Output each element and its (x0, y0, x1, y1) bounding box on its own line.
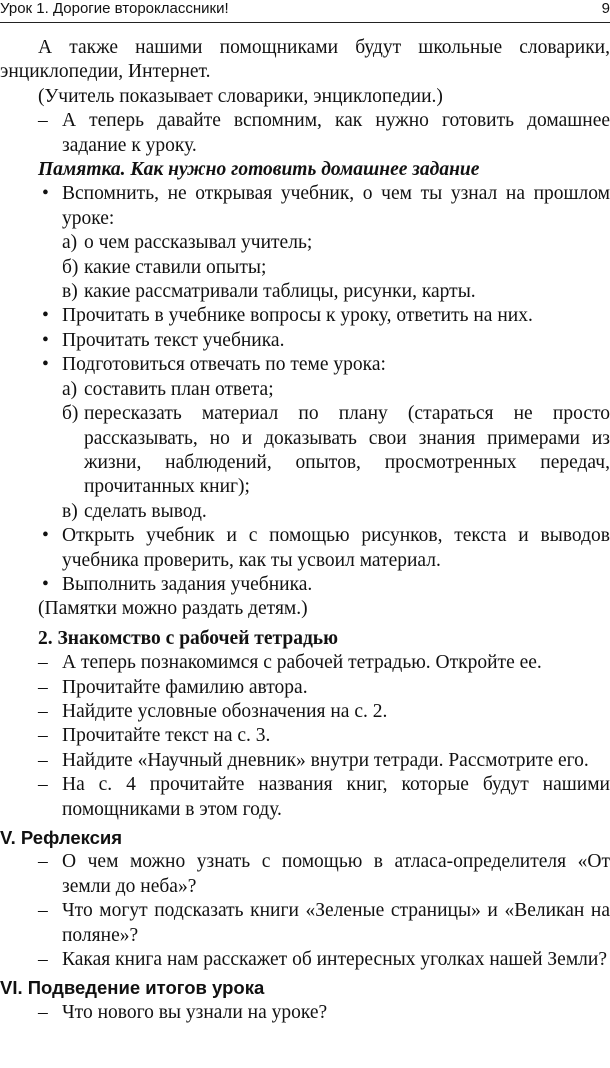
subitem-text: сделать вывод. (84, 500, 207, 522)
memo-title: Памятка. Как нужно готовить домашнее задание (38, 159, 480, 181)
subitem-text: какие ставили опыты; (84, 256, 267, 278)
memo-subitem (0, 402, 610, 500)
workbook-line-text: Прочитайте текст на с. 3. (62, 725, 271, 747)
memo-note: (Памятки можно раздать детям.) (38, 598, 308, 620)
summary-heading: VI. Подведение итогов урока (0, 977, 265, 999)
dash-mark: – (38, 851, 48, 873)
bullet-mark: • (42, 525, 49, 547)
homework-question (0, 109, 610, 158)
reflection-line-text: Какая книга нам расскажет об интересных уголках нашей Земли? (62, 949, 607, 971)
memo-subitem (0, 231, 610, 255)
dash-mark: – (38, 110, 48, 132)
memo-item-text: Выполнить задания учебника. (62, 573, 313, 595)
bullet-mark: • (42, 354, 49, 376)
workbook-line (0, 700, 610, 724)
dash-mark: – (38, 725, 48, 747)
dash-mark: – (38, 949, 48, 971)
dash-mark: – (38, 676, 48, 698)
memo-subitem (0, 500, 610, 524)
workbook-line (0, 676, 610, 700)
reflection-line-text: Что могут подсказать книги «Зеленые страницы» и «Великан на поляне»? (62, 900, 610, 946)
memo-item-2 (0, 304, 610, 328)
workbook-line-text: На с. 4 прочитайте названия книг, которые будут нашими помощниками в этом году. (62, 774, 610, 820)
subitem-label: а) (62, 232, 78, 254)
memo-subitem (0, 378, 610, 402)
subitem-text: о чем рассказывал учитель; (84, 232, 313, 254)
summary-line-text: Что нового вы узнали на уроке? (62, 1001, 328, 1023)
reflection-line (0, 850, 610, 899)
reflection-line (0, 899, 610, 948)
workbook-line (0, 724, 610, 748)
lesson-title: Урок 1. Дорогие второклассники! (0, 0, 229, 17)
workbook-line (0, 749, 610, 773)
memo-item-text: Подготовиться отвечать по теме урока: (62, 354, 386, 376)
memo-item-3 (0, 329, 610, 353)
subitem-label: а) (62, 378, 78, 400)
reflection-line-text: О чем можно узнать с помощью в атласа-определителя «От земли до неба»? (62, 851, 610, 897)
dash-mark: – (38, 749, 48, 771)
memo-item-1 (0, 182, 610, 231)
workbook-line-text: Найдите «Научный дневник» внутри тетради. Рассмотрите его. (62, 749, 589, 771)
teacher-note: (Учитель показывает словарики, энциклопедии.) (38, 85, 443, 107)
workbook-line-text: Прочитайте фамилию автора. (62, 676, 308, 698)
intro-paragraph: А также нашими помощниками будут школьные словарики, энциклопедии, Интернет. (0, 37, 610, 83)
subitem-text: составить план ответа; (84, 378, 274, 400)
bullet-mark: • (42, 305, 49, 327)
subitem-label: в) (62, 500, 78, 522)
workbook-line (0, 651, 610, 675)
bullet-mark: • (42, 329, 49, 351)
memo-item-text: Открыть учебник и с помощью рисунков, текста и выводов учебника проверить, как ты усвоил материал. (62, 525, 610, 571)
reflection-line (0, 948, 610, 972)
dash-mark: – (38, 652, 48, 674)
dash-mark: – (38, 900, 48, 922)
subitem-label: в) (62, 281, 78, 303)
page-number: 9 (601, 0, 610, 17)
workbook-line (0, 773, 610, 822)
memo-subitem (0, 280, 610, 304)
bullet-mark: • (42, 573, 49, 595)
running-head (0, 0, 610, 23)
page-body (0, 36, 610, 1025)
dash-mark: – (38, 1001, 48, 1023)
summary-line (0, 1001, 610, 1025)
memo-item-6 (0, 573, 610, 597)
workbook-line-text: А теперь познакомимся с рабочей тетрадью. Откройте ее. (62, 652, 542, 674)
bullet-mark: • (42, 183, 49, 205)
subitem-label: б) (62, 403, 79, 425)
memo-item-text: Прочитать текст учебника. (62, 329, 285, 351)
subitem-text: какие рассматривали таблицы, рисунки, карты. (84, 281, 476, 303)
subitem-label: б) (62, 256, 79, 278)
dash-mark: – (38, 700, 48, 722)
memo-item-text: Вспомнить, не открывая учебник, о чем ты узнал на прошлом уроке: (62, 183, 610, 229)
memo-item-4 (0, 353, 610, 377)
memo-item-text: Прочитать в учебнике вопросы к уроку, ответить на них. (62, 305, 533, 327)
memo-subitem (0, 256, 610, 280)
homework-question-text: А теперь давайте вспомним, как нужно готовить домашнее задание к уроку. (62, 110, 610, 156)
subitem-text: пересказать материал по плану (стараться не просто рассказывать, но и доказывать свои знания примерами из жизни, наблюдений, опытов, просмотренных передач, прочитанных книг); (84, 403, 610, 498)
memo-item-5 (0, 524, 610, 573)
workbook-line-text: Найдите условные обозначения на с. 2. (62, 700, 388, 722)
dash-mark: – (38, 774, 48, 796)
workbook-heading: 2. Знакомство с рабочей тетрадью (38, 627, 339, 649)
reflection-heading: V. Рефлексия (0, 827, 123, 848)
